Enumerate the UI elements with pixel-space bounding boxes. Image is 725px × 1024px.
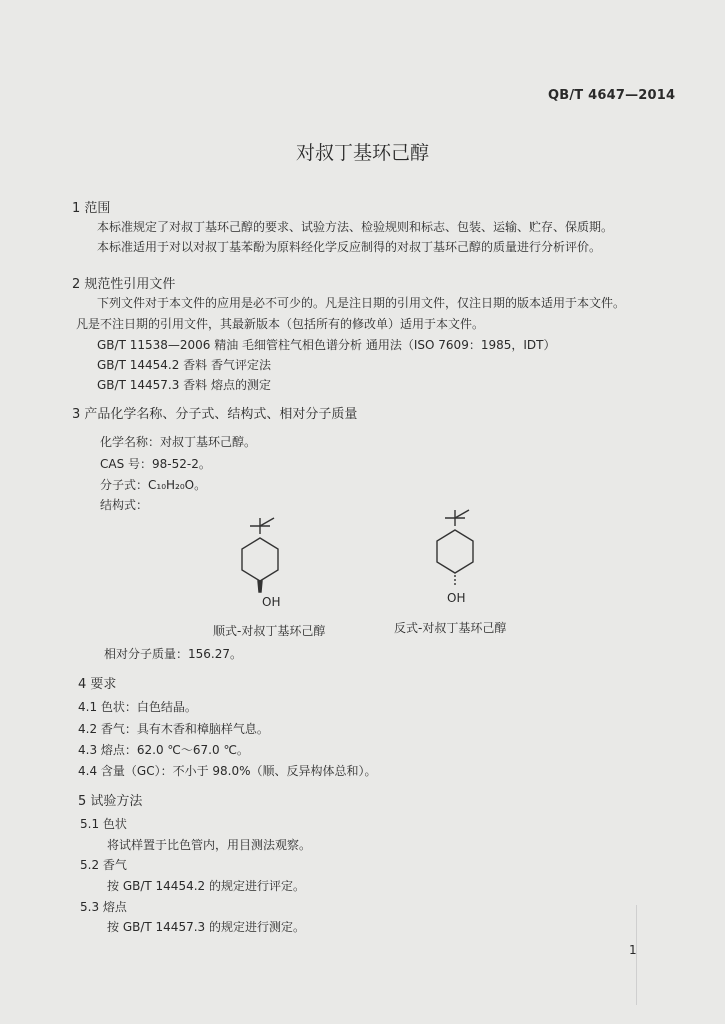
cis-structure-caption: 顺式-对叔丁基环己醇 <box>213 624 326 638</box>
standard-number: QB/T 4647—2014 <box>548 88 676 103</box>
cas-number: CAS 号：98-52-2。 <box>100 457 211 471</box>
reference-item: GB/T 14454.2 香料 香气评定法 <box>97 358 271 372</box>
cis-hydroxyl-label: OH <box>262 595 281 609</box>
section-1-heading: 1 范围 <box>72 201 111 216</box>
requirement-item: 4.2 香气：具有木香和樟脑样气息。 <box>78 722 269 736</box>
document-title: 对叔丁基环己醇 <box>295 142 429 164</box>
test-method-5-3-text: 按 GB/T 14457.3 的规定进行测定。 <box>107 920 305 934</box>
section-5-heading: 5 试验方法 <box>78 794 143 809</box>
section-2-heading: 2 规范性引用文件 <box>72 277 176 292</box>
molecular-weight: 相对分子质量：156.27。 <box>104 647 242 661</box>
chemical-name: 化学名称：对叔丁基环己醇。 <box>100 435 257 449</box>
structure-label: 结构式： <box>100 498 149 512</box>
test-method-5-2-heading: 5.2 香气 <box>80 858 127 872</box>
test-method-5-1-heading: 5.1 色状 <box>80 817 127 831</box>
trans-structure-caption: 反式-对叔丁基环己醇 <box>394 621 507 635</box>
test-method-5-3-heading: 5.3 熔点 <box>80 900 127 914</box>
test-method-5-2-text: 按 GB/T 14454.2 的规定进行评定。 <box>107 879 305 893</box>
section-1-paragraph-1: 本标准规定了对叔丁基环己醇的要求、试验方法、检验规则和标志、包装、运输、贮存、保质期。 <box>97 220 614 234</box>
trans-hydroxyl-label: OH <box>447 591 466 605</box>
section-2-paragraph-1: 下列文件对于本文件的应用是必不可少的。凡是注日期的引用文件，仅注日期的版本适用于本文件。 <box>97 296 626 310</box>
section-1-paragraph-2: 本标准适用于对以对叔丁基苯酚为原料经化学反应制得的对叔丁基环己醇的质量进行分析评价。 <box>97 240 602 254</box>
requirement-item: 4.1 色状：白色结晶。 <box>78 700 197 714</box>
reference-item: GB/T 14457.3 香料 熔点的测定 <box>97 378 271 392</box>
molecular-formula: 分子式：C₁₀H₂₀O。 <box>100 478 207 492</box>
test-method-5-1-text: 将试样置于比色管内，用目测法观察。 <box>107 838 312 852</box>
trans-structure-diagram <box>425 504 495 604</box>
reference-item: GB/T 11538—2006 精油 毛细管柱气相色谱分析 通用法（ISO 7609：1985，IDT） <box>97 338 556 352</box>
section-2-paragraph-2: 凡是不注日期的引用文件，其最新版本（包括所有的修改单）适用于本文件。 <box>76 317 485 331</box>
section-4-heading: 4 要求 <box>78 677 117 692</box>
page-number: 1 <box>629 943 637 957</box>
section-3-heading: 3 产品化学名称、分子式、结构式、相对分子质量 <box>72 407 358 422</box>
requirement-item: 4.4 含量（GC）：不小于 98.0%（顺、反异构体总和）。 <box>78 764 377 778</box>
requirement-item: 4.3 熔点：62.0 ℃～67.0 ℃。 <box>78 743 249 757</box>
